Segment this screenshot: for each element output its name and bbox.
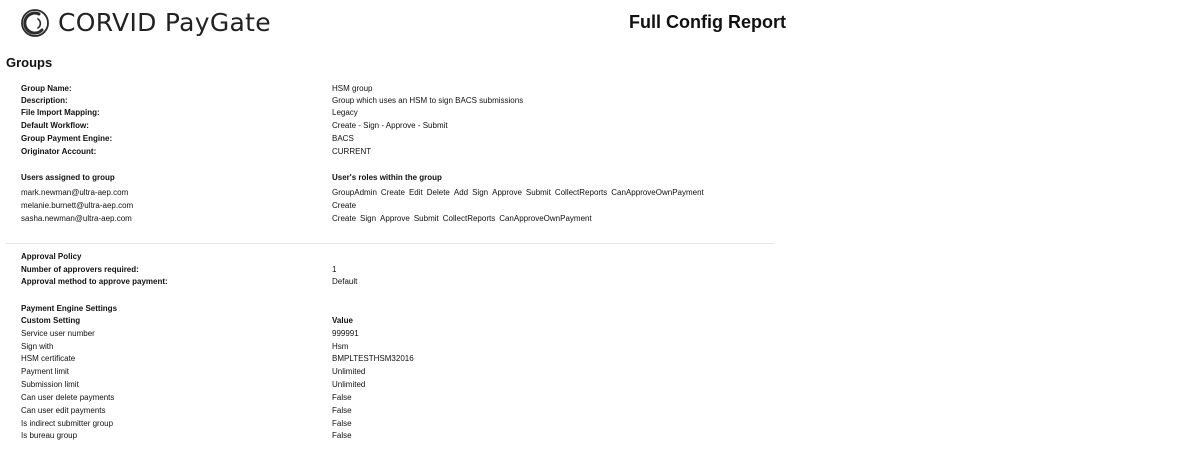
users-header-row <box>0 173 1199 183</box>
setting-label: Service user number <box>21 329 95 338</box>
field-value: Legacy <box>332 108 358 117</box>
engine-setting-row <box>0 380 1199 390</box>
engine-setting-row <box>0 367 1199 377</box>
role-tag: Edit <box>408 188 423 197</box>
role-tag: CanApproveOwnPayment <box>499 214 592 223</box>
report-header <box>0 0 1199 50</box>
engine-setting-row <box>0 354 1199 364</box>
field-value: 1 <box>332 265 337 274</box>
role-tag: Add <box>453 188 469 197</box>
setting-value: 999991 <box>332 329 359 338</box>
role-tag: Approve <box>492 188 522 197</box>
field-label: Originator Account: <box>21 147 97 156</box>
corvid-logo-icon <box>20 8 50 38</box>
role-tag: Approve <box>380 214 410 223</box>
user-roles <box>332 214 596 224</box>
role-tag: CollectReports <box>554 188 608 197</box>
approval-field-row <box>0 277 1199 287</box>
role-tag: Sign <box>472 188 489 197</box>
users-column-header: Users assigned to group <box>21 173 115 182</box>
role-tag: Create <box>332 214 357 223</box>
role-tag: Submit <box>525 188 551 197</box>
setting-label: Can user edit payments <box>21 406 106 415</box>
setting-label: Is bureau group <box>21 431 78 440</box>
setting-label: Is indirect submitter group <box>21 419 114 428</box>
role-tag: GroupAdmin <box>332 188 377 197</box>
role-tag: Create <box>332 201 357 210</box>
value-column-header: Value <box>332 316 353 325</box>
approval-field-row <box>0 265 1199 275</box>
group-field-row <box>0 108 1199 118</box>
engine-setting-row <box>0 431 1199 441</box>
engine-title-row <box>0 304 1199 314</box>
field-label: Group Payment Engine: <box>21 134 113 143</box>
report-title: Full Config Report <box>629 12 786 32</box>
section-title-groups: Groups <box>6 55 53 70</box>
setting-value: False <box>332 406 352 415</box>
setting-value: Unlimited <box>332 380 366 389</box>
user-roles <box>332 201 360 211</box>
field-value: Create - Sign - Approve - Submit <box>332 121 448 130</box>
user-roles <box>332 188 708 198</box>
setting-label: Submission limit <box>21 380 79 389</box>
field-value: Group which uses an HSM to sign BACS submissions <box>332 96 524 105</box>
role-tag: Sign <box>360 214 377 223</box>
section-divider <box>6 243 774 244</box>
user-row <box>0 214 1199 224</box>
setting-value: False <box>332 393 352 402</box>
payment-engine-settings-title: Payment Engine Settings <box>21 304 118 313</box>
group-field-row <box>0 121 1199 131</box>
corvid-paygate-logo <box>20 8 271 38</box>
field-value: Default <box>332 277 358 286</box>
role-tag: Submit <box>413 214 439 223</box>
engine-setting-row <box>0 419 1199 429</box>
role-tag: Create <box>380 188 405 197</box>
user-email: mark.newman@ultra-aep.com <box>21 188 129 197</box>
custom-setting-column-header: Custom Setting <box>21 316 81 325</box>
setting-value: BMPLTESTHSM32016 <box>332 354 414 363</box>
role-tag: CanApproveOwnPayment <box>611 188 704 197</box>
group-field-row <box>0 84 1199 94</box>
field-label: Approval method to approve payment: <box>21 277 168 286</box>
engine-setting-row <box>0 342 1199 352</box>
group-field-row <box>0 134 1199 144</box>
field-label: Description: <box>21 96 68 105</box>
field-value: BACS <box>332 134 354 143</box>
roles-column-header: User's roles within the group <box>332 173 442 182</box>
group-field-row <box>0 147 1199 157</box>
user-row <box>0 188 1199 198</box>
field-value: CURRENT <box>332 147 372 156</box>
user-email: melanie.burnett@ultra-aep.com <box>21 201 134 210</box>
role-tag: CollectReports <box>442 214 496 223</box>
setting-label: Sign with <box>21 342 54 351</box>
field-label: File Import Mapping: <box>21 108 100 117</box>
field-label: Default Workflow: <box>21 121 89 130</box>
user-row <box>0 201 1199 211</box>
field-value: HSM group <box>332 84 373 93</box>
role-tag: Delete <box>426 188 450 197</box>
logo-text: CORVID PayGate <box>58 8 271 37</box>
engine-setting-row <box>0 393 1199 403</box>
setting-label: Payment limit <box>21 367 70 376</box>
setting-value: False <box>332 431 352 440</box>
user-email: sasha.newman@ultra-aep.com <box>21 214 132 223</box>
setting-label: Can user delete payments <box>21 393 115 402</box>
setting-value: False <box>332 419 352 428</box>
engine-setting-row <box>0 329 1199 339</box>
field-label: Number of approvers required: <box>21 265 139 274</box>
approval-title-row <box>0 252 1199 262</box>
setting-value: Hsm <box>332 342 349 351</box>
setting-value: Unlimited <box>332 367 366 376</box>
engine-header-row <box>0 316 1199 326</box>
engine-setting-row <box>0 406 1199 416</box>
field-label: Group Name: <box>21 84 72 93</box>
group-field-row <box>0 96 1199 106</box>
approval-policy-title: Approval Policy <box>21 252 82 261</box>
setting-label: HSM certificate <box>21 354 76 363</box>
